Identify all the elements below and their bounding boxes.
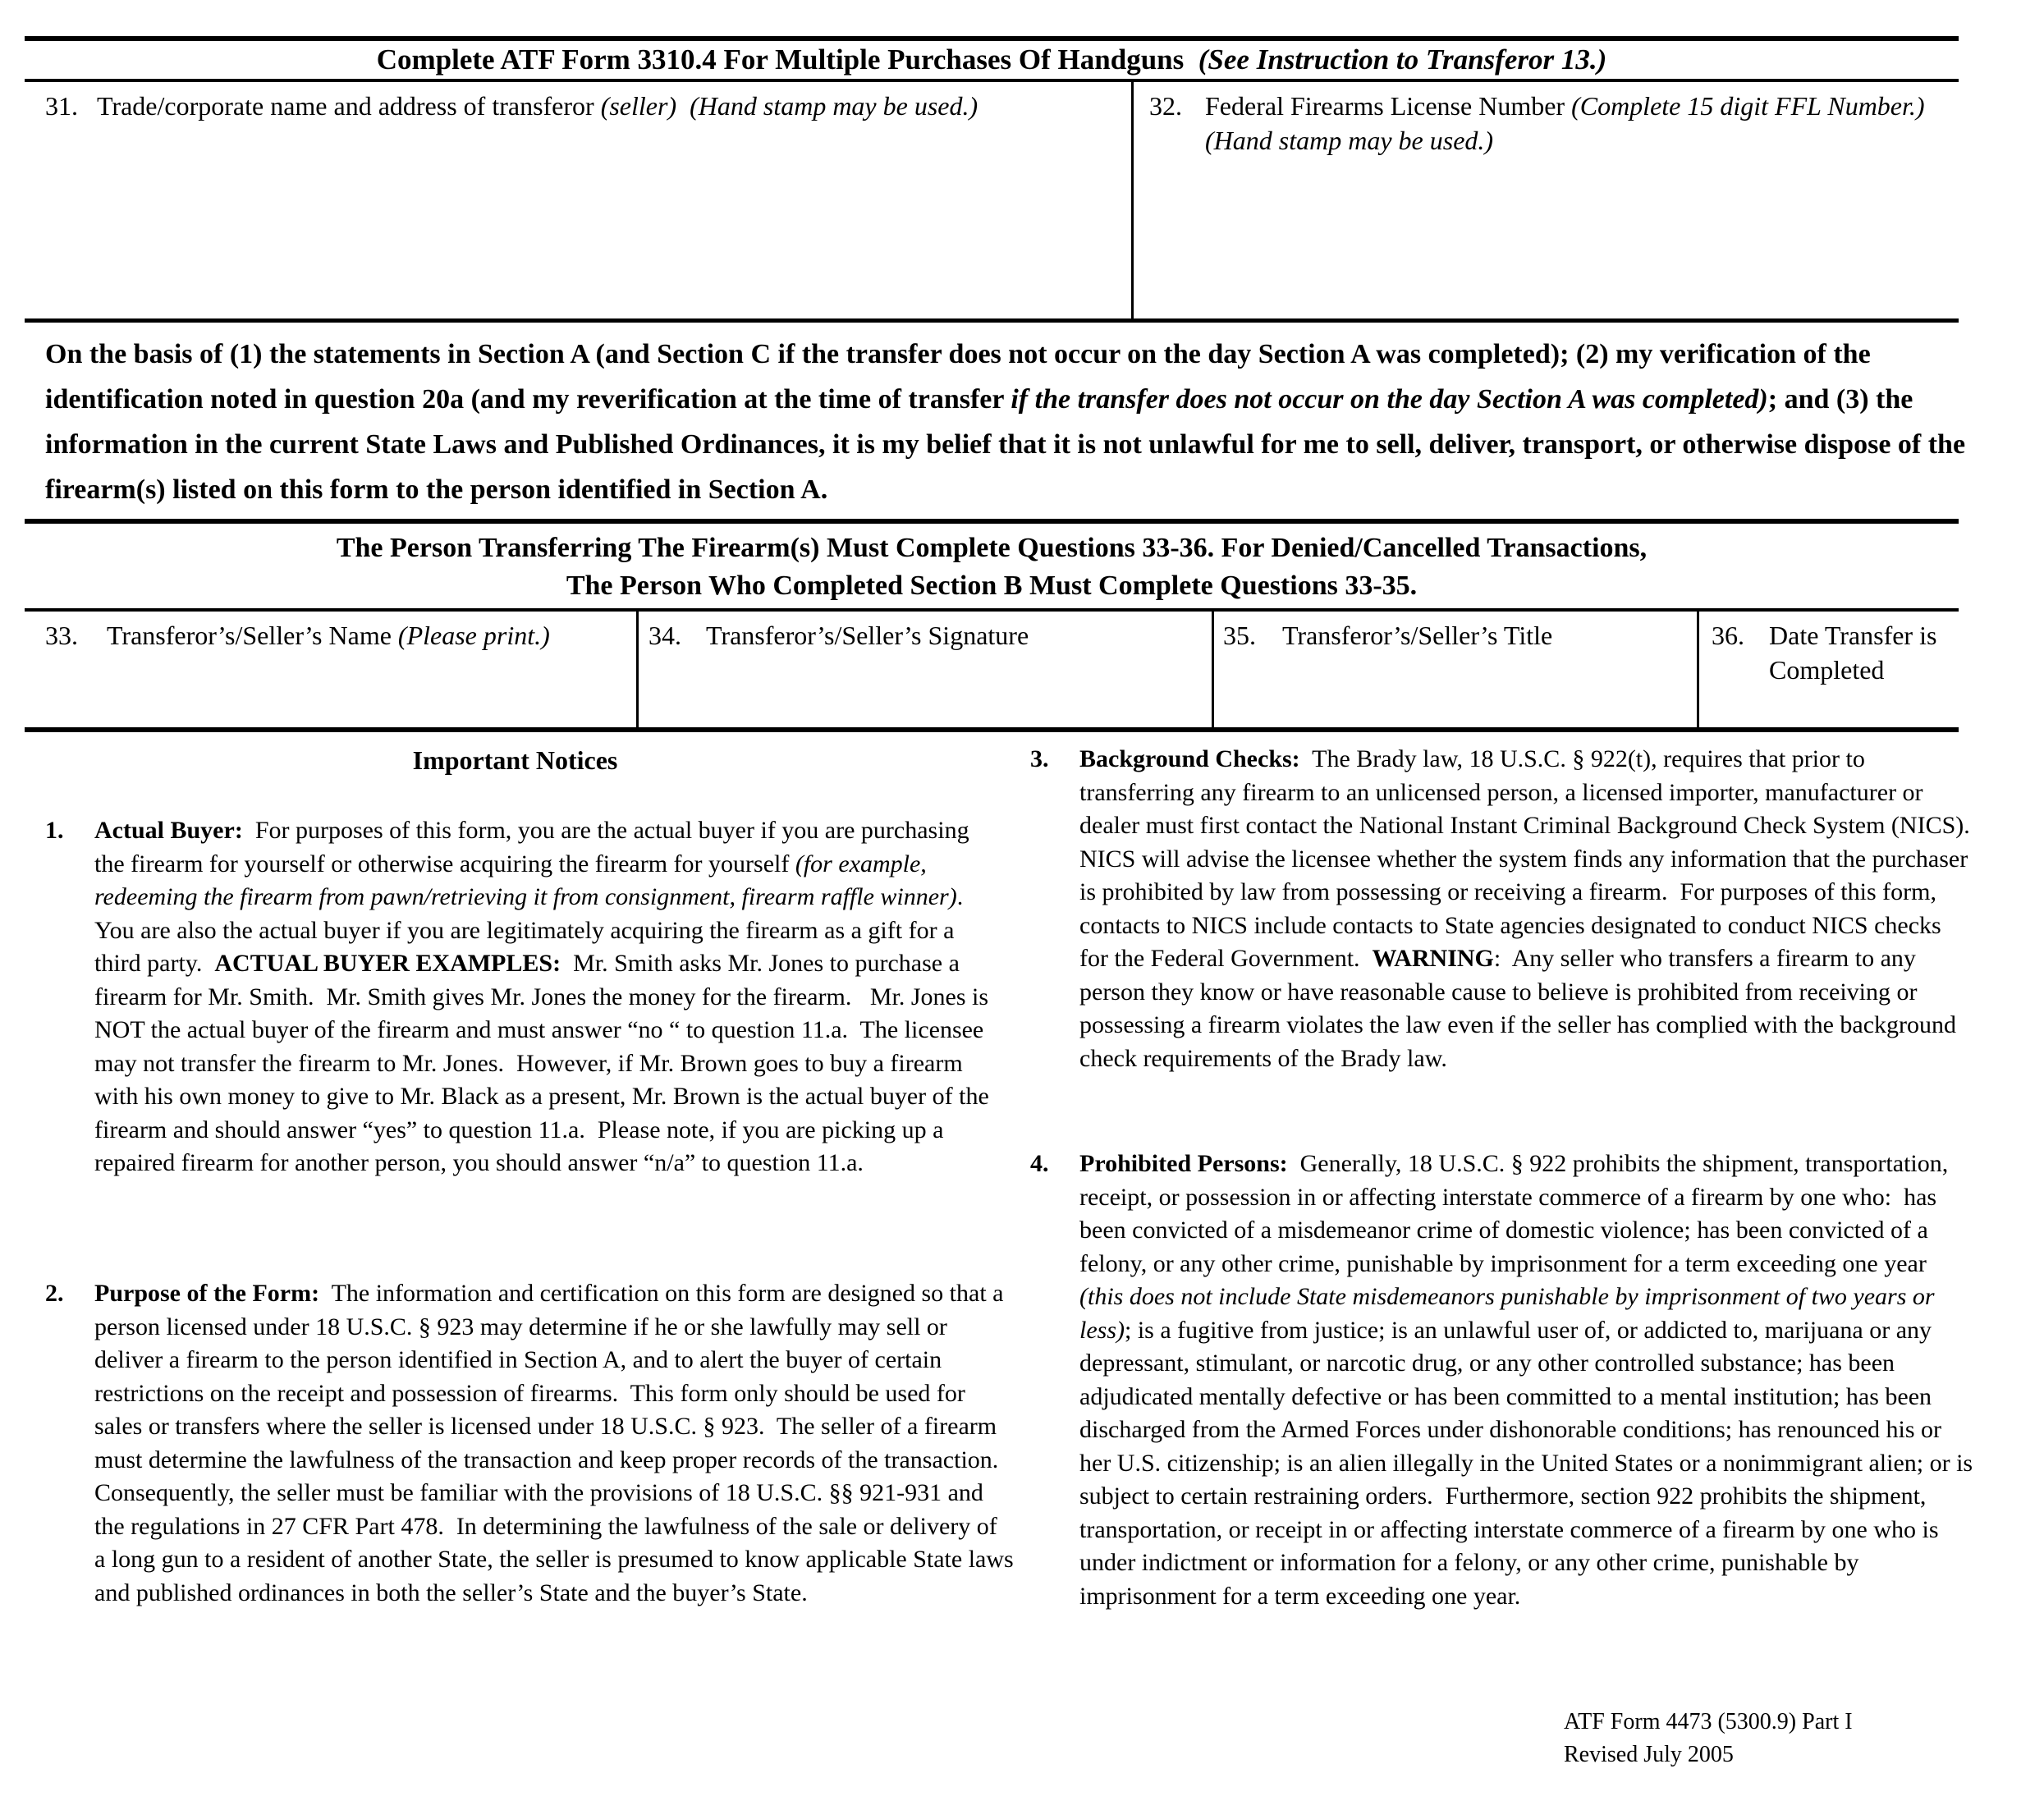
field-label: Transferor’s/Seller’s Title xyxy=(1282,621,1553,650)
field-label: Transferor’s/Seller’s Signature xyxy=(706,621,1029,650)
horizontal-rule-banner-top xyxy=(25,519,1959,524)
field-number: 36. xyxy=(1712,621,1744,650)
notice-text: Prohibited Persons: Generally, 18 U.S.C. § 922 prohibits the shipment, transportation, receipt, or possession in or affecting interstate commerce of a firearm by one who: has been convicted of a misdemeanor crime of domestic violence; has been convicted of a felony, or any other crime, punishable by imprisonment for a term exceeding one year (this does not include State misdemeanors punishable by imprisonment of two years or less); is a fugitive from justice; is an unlawful user of, or addicted to, marijuana or any depressant, stimulant, or narcotic drug, or any other controlled substance; has been adjudicated mentally defective or has been committed to a mental institution; has been discharged from the Armed Forces under dishonorable conditions; has renounced his or her U.S. citizenship; is an alien illegally in the United States or a nonimmigrant alien; or is subject to certain restraining orders. Furthermore, section 922 prohibits the shipment, transportation, or receipt in or affecting interstate commerce of a firearm by one who is under indictment or information for a felony, or any other crime, punishable by imprisonment for a term exceeding one year. xyxy=(1079,1150,1979,1610)
vertical-divider-33-34 xyxy=(636,612,639,727)
revision-date-line: Revised July 2005 xyxy=(1564,1742,1734,1767)
horizontal-rule-under-banner xyxy=(25,79,1959,82)
vertical-divider-35-36 xyxy=(1697,612,1699,727)
field-number: 35. xyxy=(1223,621,1256,650)
notice-number: 3. xyxy=(1030,745,1049,772)
field-number: 34. xyxy=(648,621,681,650)
multiple-purchase-banner-text: Complete ATF Form 3310.4 For Multiple Purchases Of Handguns (See Instruction to Transferor 13.) xyxy=(376,44,1607,76)
horizontal-rule-row33-bottom xyxy=(25,727,1959,732)
field-label: Transferor’s/Seller’s Name (Please print.) xyxy=(107,621,550,650)
notice-number: 1. xyxy=(45,817,64,844)
field-box-36-date-transfer-completed xyxy=(1712,618,1962,687)
notice-text: Background Checks: The Brady law, 18 U.S.C. § 922(t), requires that prior to transferring any firearm to an unlicensed person, a licensed importer, manufacturer or dealer must first contact the National Instant Criminal Background Check System (NICS). NICS will advise the licensee whether the system finds any information that the purchaser is prohibited by law from possessing or receiving a firearm. For purposes of this form, contacts to NICS include contacts to State agencies designated to conduct NICS checks for the Federal Government. WARNING: Any seller who transfers a firearm to any person they know or have reasonable cause to believe is prohibited from receiving or possessing a firearm violates the law even if the seller has complied with the background check requirements of the Brady law. xyxy=(1079,745,1982,1072)
field-box-35-seller-title xyxy=(1223,618,1683,653)
notice-item-1-actual-buyer xyxy=(45,814,1001,1180)
field-box-31-transferor-name-address xyxy=(45,89,1100,123)
transfer-instruction-line2: The Person Who Completed Section B Must Complete Questions 33-35. xyxy=(566,570,1418,601)
form-number-line: ATF Form 4473 (5300.9) Part I xyxy=(1564,1709,1853,1734)
notice-text: Actual Buyer: For purposes of this form, you are the actual buyer if you are purchasing the firearm for yourself or otherwise acquiring the firearm for yourself (for example, redeeming the firearm from pawn/retrieving it from consignment, firearm raffle winner). You are also the actual buyer if you are legitimately acquiring the firearm as a gift for a third party. ACTUAL BUYER EXAMPLES: Mr. Smith asks Mr. Jones to purchase a firearm for Mr. Smith. Mr. Smith gives Mr. Jones the money for the firearm. Mr. Jones is NOT the actual buyer of the firearm and must answer “no “ to question 11.a. The licensee may not transfer the firearm to Mr. Jones. However, if Mr. Brown goes to buy a firearm with his own money to give to Mr. Black as a present, Mr. Brown is the actual buyer of the firearm and should answer “yes” to question 11.a. Please note, if you are picking up a repaired firearm for another person, you should answer “n/a” to question 11.a. xyxy=(94,817,996,1176)
field-box-32-ffl-number xyxy=(1149,89,1958,158)
horizontal-rule-row31-bottom xyxy=(25,318,1959,323)
notice-text: Purpose of the Form: The information and certification on this form are designed so that a person licensed under 18 U.S.C. § 923 may determine if he or she lawfully may sell or deliver a firearm to the person identified in Section A, and to alert the buyer of certain restrictions on the receipt and possession of firearms. This form only should be used for sales or transfers where the seller is licensed under 18 U.S.C. § 923. The seller of a firearm must determine the lawfulness of the transaction and keep proper records of the transaction. Consequently, the seller must be familiar with the provisions of 18 U.S.C. §§ 921-931 and the regulations in 27 CFR Part 478. In determining the lawfulness of the sale or delivery of a long gun to a resident of another State, the seller is presumed to know applicable State laws and published ordinances in both the seller’s State and the buyer’s State. xyxy=(94,1280,1020,1606)
notice-number: 4. xyxy=(1030,1150,1049,1177)
field-box-34-seller-signature xyxy=(648,618,1198,653)
horizontal-rule-top xyxy=(25,36,1959,41)
form-footer xyxy=(1564,1706,1853,1771)
notice-number: 2. xyxy=(45,1280,64,1307)
field-box-33-seller-name xyxy=(45,618,635,653)
transfer-instruction-line1: The Person Transferring The Firearm(s) Must Complete Questions 33-36. For Denied/Cancelled Transactions, xyxy=(336,533,1648,563)
vertical-divider-31-32 xyxy=(1131,82,1134,318)
vertical-divider-34-35 xyxy=(1212,612,1214,727)
field-label: Federal Firearms License Number (Complete 15 digit FFL Number.) (Hand stamp may be used.) xyxy=(1205,91,1925,155)
notice-item-2-purpose-of-form xyxy=(45,1277,1020,1610)
notice-item-3-background-checks xyxy=(1030,743,1982,1075)
field-number: 32. xyxy=(1149,91,1182,121)
field-label: Date Transfer is Completed xyxy=(1769,621,1944,685)
transferor-certification-text: On the basis of (1) the statements in Section A (and Section C if the transfer does not occur on the day Section A was completed); (2) my verification of the identification noted in question 20a (and my reverification at the time of transfer if the transfer does not occur on the day Section A was completed); and (3) the information in the current State Laws and Published Ordinances, it is my belief that it is not unlawful for me to sell, deliver, transport, or otherwise dispose of the firearm(s) listed on this form to the person identified in Section A. xyxy=(45,339,1973,505)
horizontal-rule-row33-top xyxy=(25,608,1959,612)
field-number: 31. xyxy=(45,91,78,121)
notice-item-4-prohibited-persons xyxy=(1030,1148,1979,1613)
important-notices-title: Important Notices xyxy=(412,745,618,775)
field-number: 33. xyxy=(45,621,78,650)
field-label: Trade/corporate name and address of transferor (seller) (Hand stamp may be used.) xyxy=(97,91,978,121)
